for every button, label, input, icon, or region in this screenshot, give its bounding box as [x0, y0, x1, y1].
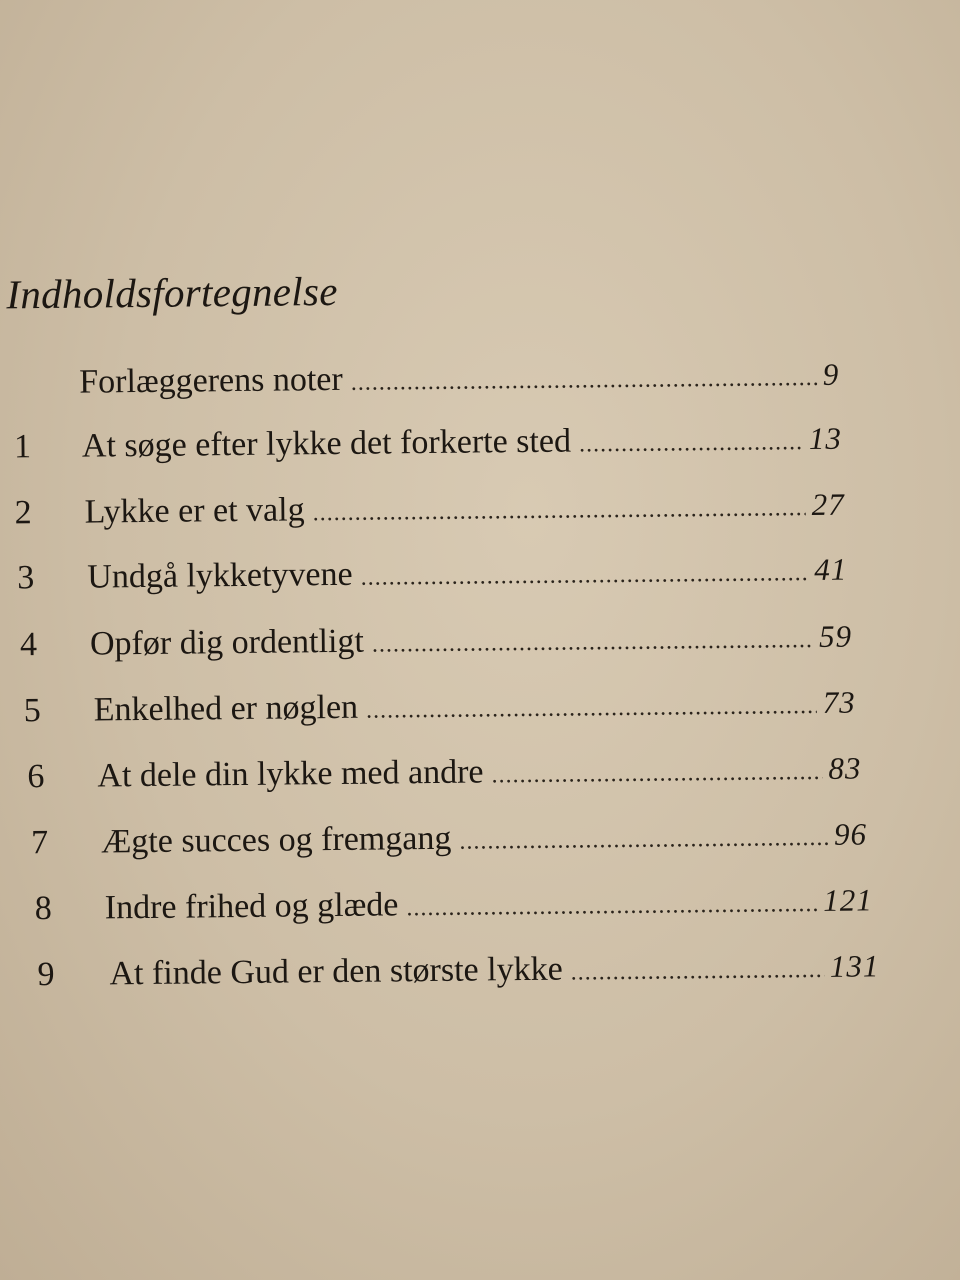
- chapter-title: Undgå lykketyvene: [87, 555, 353, 596]
- toc-entry: [37, 947, 880, 999]
- chapter-title: Ægte succes og fremgang: [100, 819, 452, 861]
- dot-leader: [406, 891, 817, 922]
- chapter-title: Indre frihed og glæde: [104, 886, 399, 927]
- dot-leader: [313, 495, 806, 527]
- dot-leader: [459, 825, 828, 856]
- chapter-number: 1: [13, 428, 32, 466]
- toc-entry: [17, 551, 848, 603]
- page-number: 131: [829, 948, 880, 984]
- chapter-title: At dele din lykke med andre: [97, 753, 484, 795]
- chapter-title: Opfør dig ordentligt: [89, 622, 365, 663]
- page-number: 59: [818, 618, 853, 654]
- toc-entry: [30, 815, 868, 867]
- dot-leader: [372, 627, 813, 659]
- toc-entry: [79, 356, 839, 408]
- dot-leader: [491, 759, 822, 789]
- chapter-number: 7: [30, 824, 49, 862]
- page-number: 83: [828, 750, 862, 786]
- page-title: Indholdsfortegnelse: [6, 267, 338, 318]
- chapter-number: 8: [34, 889, 52, 928]
- chapter-number: 9: [37, 955, 55, 994]
- dot-leader: [571, 957, 825, 987]
- toc-entry: [27, 749, 862, 801]
- chapter-title: Forlæggerens noter: [79, 360, 343, 401]
- chapter-title: Enkelhed er nøglen: [93, 688, 359, 729]
- dot-leader: [579, 429, 803, 458]
- toc-entry: [23, 684, 856, 736]
- page-number: 13: [808, 420, 843, 457]
- chapter-number: 4: [19, 626, 38, 664]
- page-number: 9: [822, 356, 840, 392]
- page-number: 121: [823, 882, 873, 918]
- toc-entry: [34, 881, 873, 933]
- toc-entry: [13, 420, 843, 472]
- page-number: 41: [814, 551, 848, 587]
- chapter-number: 6: [27, 758, 45, 796]
- dot-leader: [366, 693, 817, 725]
- chapter-number: 3: [17, 559, 35, 597]
- page-number: 73: [822, 684, 856, 720]
- toc-entry: [14, 486, 845, 538]
- chapter-title: Lykke er et valg: [84, 491, 305, 531]
- toc-entry: [19, 618, 853, 670]
- chapter-title: At finde Gud er den største lykke: [109, 950, 563, 993]
- chapter-title: At søge efter lykke det forkerte sted: [81, 422, 572, 465]
- page-number: 27: [811, 486, 845, 522]
- chapter-number: 2: [14, 494, 32, 532]
- dot-leader: [351, 365, 817, 397]
- dot-leader: [361, 560, 809, 592]
- chapter-number: 5: [23, 692, 41, 730]
- page-number: 96: [833, 816, 868, 852]
